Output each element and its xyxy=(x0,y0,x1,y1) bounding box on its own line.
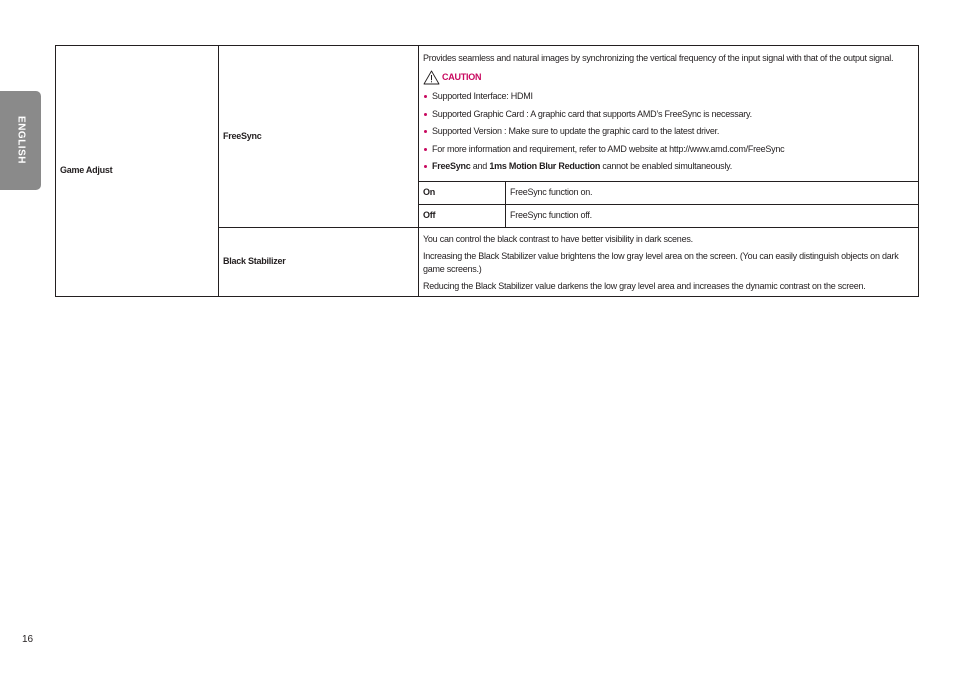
black-stabilizer-line: Increasing the Black Stabilizer value brightens the low gray level area on the screen. (You can easily distinguish objects on dark game screens.) xyxy=(423,250,899,274)
list-item: Supported Graphic Card : A graphic card that supports AMD’s FreeSync is necessary. xyxy=(423,108,914,121)
list-item xyxy=(423,160,914,173)
note-bold-motion-blur: 1ms Motion Blur Reduction xyxy=(489,161,601,171)
table-row xyxy=(56,46,919,182)
option-off-name: Off xyxy=(419,204,506,227)
option-off-desc: FreeSync function off. xyxy=(506,204,919,227)
list-item: Supported Interface: HDMI xyxy=(423,90,914,103)
note-bold-freesync: FreeSync xyxy=(432,161,471,171)
caution-label: CAUTION xyxy=(442,71,482,82)
freesync-label-cell: FreeSync xyxy=(219,46,419,228)
black-stabilizer-label-cell: Black Stabilizer xyxy=(219,227,419,296)
list-item: For more information and requirement, refer to AMD website at http://www.amd.com/FreeSync xyxy=(423,143,914,156)
note-rest: cannot be enabled simultaneously. xyxy=(600,161,732,171)
option-on-desc: FreeSync function on. xyxy=(506,181,919,204)
freesync-description-cell xyxy=(419,46,919,182)
freesync-description: Provides seamless and natural images by synchronizing the vertical frequency of the input signal with that of the output signal. xyxy=(423,53,894,63)
black-stabilizer-description-cell xyxy=(419,227,919,296)
language-label: ENGLISH xyxy=(15,116,27,164)
settings-table xyxy=(55,45,919,297)
caution-header xyxy=(423,69,914,85)
language-side-tab xyxy=(0,91,41,190)
black-stabilizer-line: Reducing the Black Stabilizer value darkens the low gray level area and increases the dynamic contrast on the screen. xyxy=(423,280,866,291)
black-stabilizer-line: You can control the black contrast to have better visibility in dark scenes. xyxy=(423,233,693,244)
warning-icon xyxy=(423,70,440,85)
list-item: Supported Version : Make sure to update the graphic card to the latest driver. xyxy=(423,125,914,138)
caution-notes xyxy=(423,90,914,181)
page-number: 16 xyxy=(22,634,34,645)
note-connector: and xyxy=(470,161,490,171)
option-on-name: On xyxy=(419,181,506,204)
category-cell: Game Adjust xyxy=(56,46,219,297)
